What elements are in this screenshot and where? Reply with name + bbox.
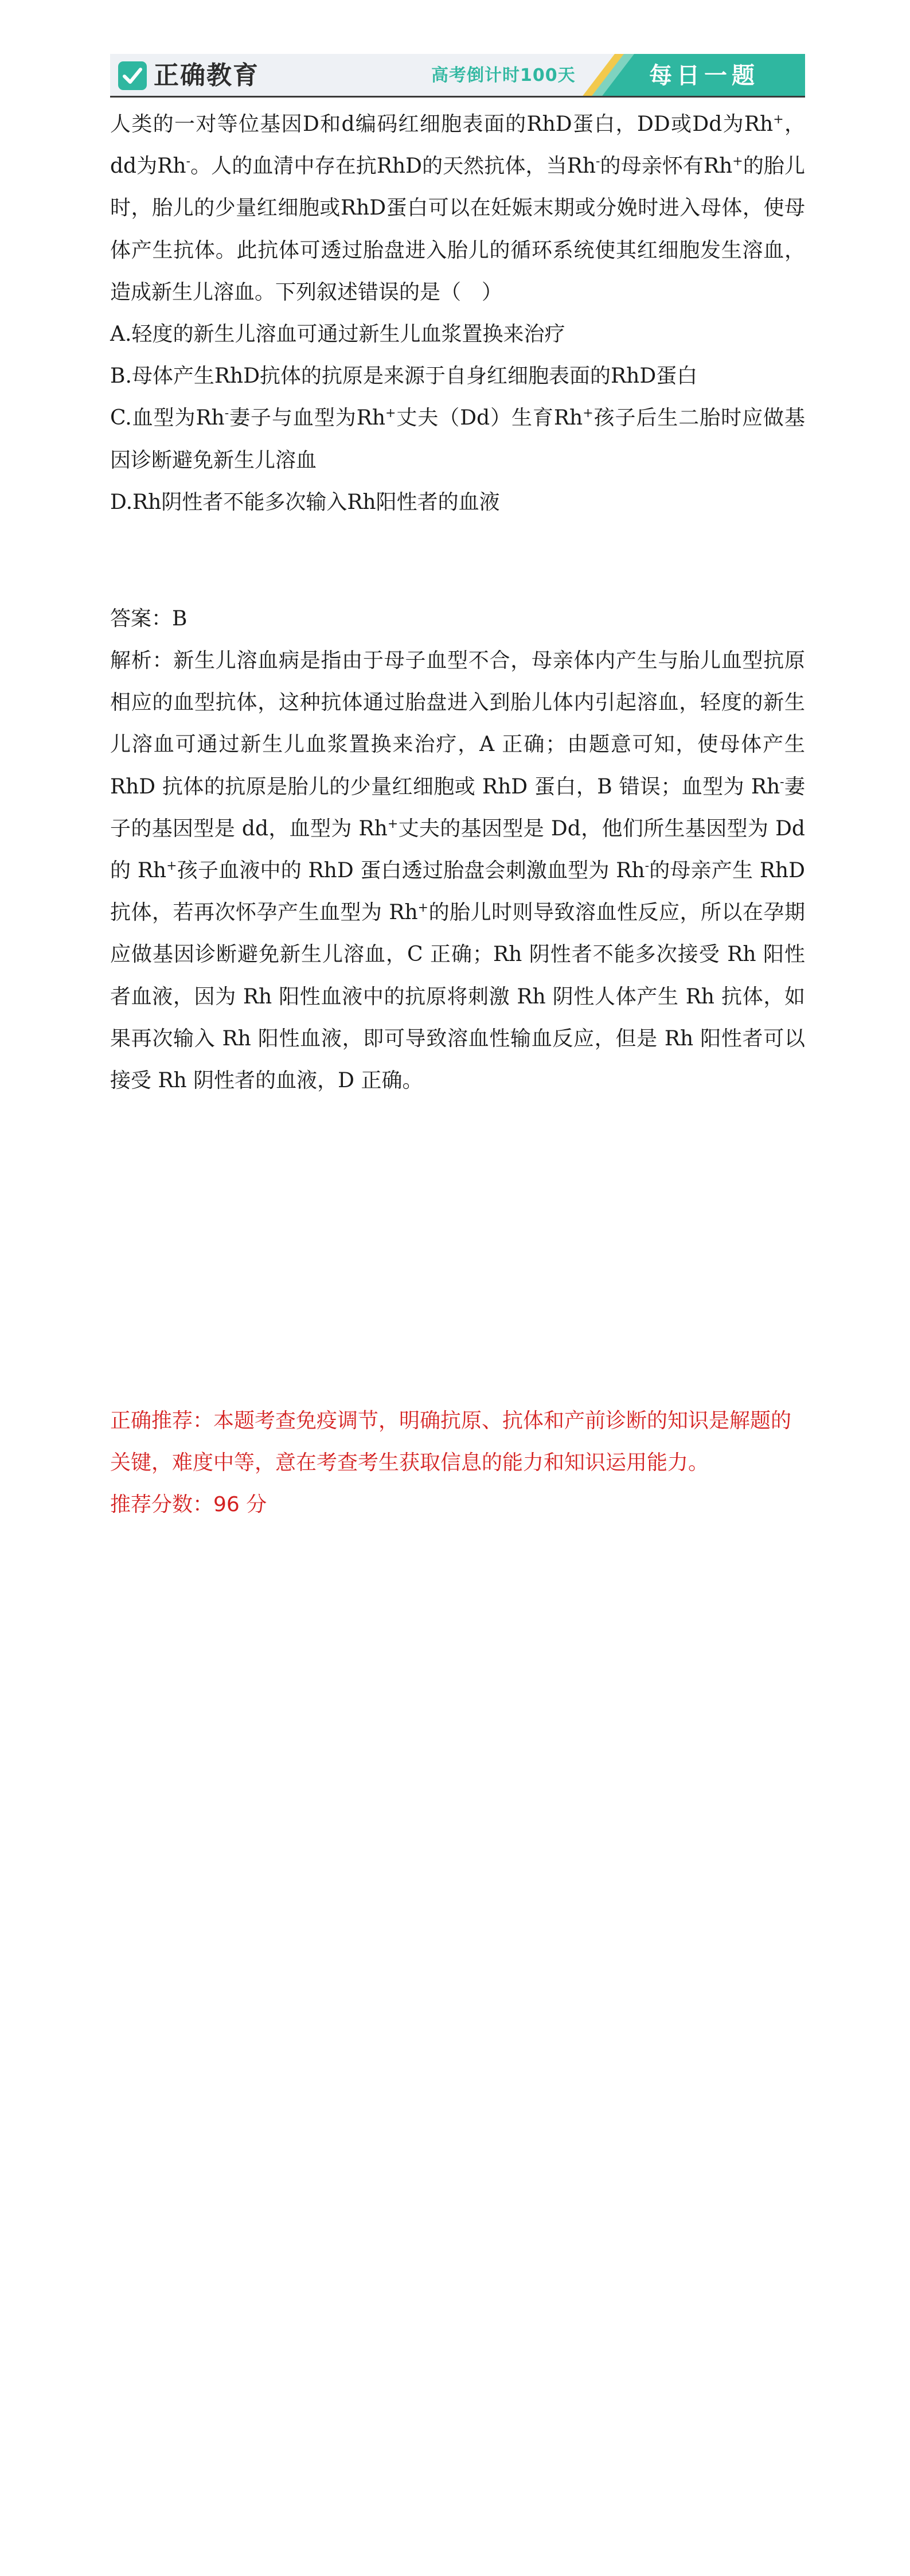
option-d: D.Rh阴性者不能多次输入Rh阳性者的血液 xyxy=(110,490,500,514)
option-a: A.轻度的新生儿溶血可通过新生儿血浆置换来治疗 xyxy=(110,322,565,347)
brand-name: 正确教育 xyxy=(154,61,259,90)
check-icon xyxy=(118,61,147,90)
question-block xyxy=(110,103,805,523)
daily-question-label: 每日一题 xyxy=(649,63,759,89)
header-banner xyxy=(110,54,805,98)
option-c: C.血型为Rh-妻子与血型为Rh+丈夫（Dd）生育Rh+孩子后生二胎时应做基因诊断避免新生儿溶血 xyxy=(110,406,805,472)
option-b: B.母体产生RhD抗体的抗原是来源于自身红细胞表面的RhD蛋白 xyxy=(110,364,698,388)
recommended-score: 推荐分数：96 分 xyxy=(110,1493,267,1516)
question-stem: 人类的一对等位基因D和d编码红细胞表面的RhD蛋白，DD或Dd为Rh+，dd为Rh-。人的血清中存在抗RhD的天然抗体，当Rh-的母亲怀有Rh+的胎儿时，胎儿的少量红细胞或RhD蛋白可以在妊娠末期或分娩时进入母体，使母体产生抗体。此抗体可透过胎盘进入胎儿的循环系统使其红细胞发生溶血，造成新生儿溶血。下列叙述错误的是（ ） xyxy=(110,112,805,304)
explanation-paragraph: 解析：新生儿溶血病是指由于母子血型不合，母亲体内产生与胎儿血型抗原相应的血型抗体，这种抗体通过胎盘进入到胎儿体内引起溶血，轻度的新生儿溶血可通过新生儿血浆置换来治疗，A 正确；由题意可知，使母体产生 RhD 抗体的抗原是胎儿的少量红细胞或 RhD 蛋白，B 错误；血型为 Rh-妻子的基因型是 dd，血型为 Rh+丈夫的基因型是 Dd，他们所生基因型为 Dd 的 Rh+孩子血液中的 RhD 蛋白透过胎盘会刺激血型为 Rh-的母亲产生 RhD 抗体，若再次怀孕产生血型为 Rh+的胎儿时则导致溶血性反应，所以在孕期应做基因诊断避免新生儿溶血，C 正确；Rh 阴性者不能多次接受 Rh 阳性者血液，因为 Rh 阳性血液中的抗原将刺激 Rh 阴性人体产生 Rh 抗体，如果再次输入 Rh 阳性血液，即可导致溶血性输血反应，但是 Rh 阳性者可以接受 Rh 阴性者的血液，D 正确。 xyxy=(110,649,805,1093)
countdown-label: 高考倒计时100天 xyxy=(431,65,576,85)
recommendation-text: 正确推荐：本题考查免疫调节，明确抗原、抗体和产前诊断的知识是解题的关键，难度中等，意在考查考生获取信息的能力和知识运用能力。 xyxy=(110,1409,792,1475)
answer-line: 答案：B xyxy=(110,607,188,631)
